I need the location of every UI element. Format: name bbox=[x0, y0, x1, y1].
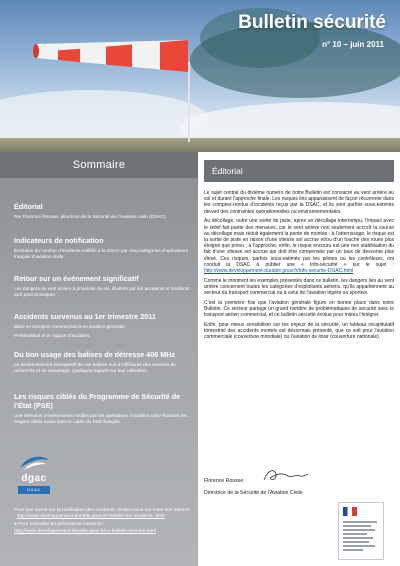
toc-title: Les risques ciblés du Programme de Sécurité de l’État (PSE) bbox=[14, 392, 181, 410]
dgac-emblem-icon bbox=[16, 452, 52, 474]
logo-band: DSAC bbox=[18, 486, 50, 494]
dgac-logo bbox=[16, 452, 52, 496]
archive-link[interactable]: http://www.developpement-durable.gouv.fr/Le-bulletin-securite.html bbox=[14, 528, 156, 534]
editorial-paragraph: Le sujet central du dixième numéro de notre Bulletin est consacré au vent arrière au sol et durant l’approche finale. Les risques liés apparaissent de façon récurrente dans les comptes-rendus d’incidents reçus par la DSAC, et ils sont parfois sous-estimés devant des contraintes opérationnelles ou environnementales. bbox=[204, 190, 394, 215]
editorial-text: Au décollage, outre une sortie de piste, après un décollage interrompu, l’impact avec le relief fait partie des menaces, car le vent arrière non seulement accroît la course au décollage mais réduit également la pente de montée ; à l’atterrissage, le risque est la sortie de piste en raison d’une vitesse sol accrue et/ou d’un touché des roues plus éloigné que prévu ; à l’approche, enfin, le risque encouru est une non stabilisation du fait d’une vitesse sol accrue qui doit être compensée par un taux de descente plus élevé. Ces risques, parfois sous-estimés par les pilotes ou les contrôleurs, ont conduit la DSAC à publier une « Info-sécurité » sur le sujet : bbox=[204, 218, 394, 268]
editorial-paragraph: C’est la première fois que l’aviation générale figure en bonne place dans notre Bulletin. Ce secteur partage un grand nombre de problématiques de sécurité avec le transport aérien commercial, et ce bulletin sécurité évolue pour mieux l’intégrer. bbox=[204, 299, 394, 319]
sidebar-links bbox=[14, 508, 192, 535]
toc-title: Éditorial bbox=[14, 202, 43, 211]
toc-section-beacons[interactable] bbox=[14, 350, 190, 374]
toc-title: Retour sur un événement significatif bbox=[14, 274, 139, 283]
toc-text: Bilan en transport commercial et en aviation générale. bbox=[14, 324, 127, 329]
issue-number: n° 10 – juin 2011 bbox=[322, 40, 384, 49]
toc-text: Une sélection d’événements notifiés par les opérateurs d’aviation civile illustrant les risques ciblés suivis dans le cadre du PSE français. bbox=[14, 413, 188, 425]
toc-text: Évolution du nombre d’incidents notifiés à la DSAC par cinq catégories d’opérateurs français d’aviation civile. bbox=[14, 248, 189, 260]
editorial-paragraph: Enfin, pour mieux sensibiliser sur les enjeux de la sécurité, un tableau récapitulatif trimestriel des accidents mortels est désormais présenté, que ce soit pour l’aviation commerciale (couverture mondiale) ou l’aviation de loisir (couverture nationale). bbox=[204, 321, 394, 341]
ministry-logo bbox=[338, 502, 384, 560]
signatory-role: Directrice de la Sécurité de l’Aviation Civile bbox=[204, 490, 303, 496]
editorial-paragraph: Comme le montrent les exemples présentés dans ce bulletin, les dangers liés au vent arrière concernent toutes les catégories d’exploitants aériens, qu’ils appartiennent au secteur du transport commercial ou à celui de l’aviation légère ou sportive. bbox=[204, 277, 394, 297]
toc-text: Présentation d’un rapport d’accident. bbox=[14, 333, 91, 339]
bulletin-title: Bulletin sécurité bbox=[238, 12, 386, 33]
editorial-body bbox=[204, 190, 394, 344]
logo-word: dgac bbox=[21, 473, 47, 484]
signature bbox=[262, 466, 310, 486]
toc-text: Par Florence Rousse, directrice de la Sécurité de l’Aviation civile (DSAC). bbox=[14, 214, 167, 219]
toc-title: Indicateurs de notification bbox=[14, 236, 104, 245]
editorial-heading: Éditorial bbox=[204, 160, 394, 182]
editorial-paragraph bbox=[204, 218, 394, 274]
toc-section-editorial[interactable] bbox=[14, 202, 190, 220]
contents-heading: Sommaire bbox=[0, 152, 198, 178]
cover-photo bbox=[0, 0, 400, 152]
links-intro: Pour tout savoir sur la notification des incidents, rendez-vous sur notre site internet : bbox=[14, 508, 190, 520]
toc-title: Accidents survenus au 1er trimestre 2011 bbox=[14, 312, 156, 321]
toc-section-pse[interactable] bbox=[14, 392, 190, 425]
toc-section-indicators[interactable] bbox=[14, 236, 190, 260]
archive-intro: ● Pour consulter les précédents numéros : bbox=[14, 522, 105, 528]
toc-section-accidents[interactable] bbox=[14, 312, 190, 339]
toc-section-event[interactable] bbox=[14, 274, 190, 298]
toc-text: Les dangers du vent arrière à proximité du sol, illustrés par les accidents et incidents qu’il peut provoquer. bbox=[14, 286, 190, 298]
toc-title: Du bon usage des balises de détresse 406 MHz bbox=[14, 350, 175, 359]
notification-link[interactable]: http://www.developpement-durable.gouv.fr/-Notifier-les-incidents-.html bbox=[16, 514, 165, 520]
signatory-name: Florence Rousse bbox=[204, 478, 244, 484]
info-securite-link[interactable]: http://www.developpement-durable.gouv.fr/Info-securite-DGAC.html bbox=[204, 267, 354, 274]
windsock bbox=[33, 40, 188, 72]
french-flag-icon bbox=[343, 507, 357, 516]
toc-text: Le déclenchement intempestif de ces balises nuit à l’efficacité des services de recherche et de sauvetage. Quelques rappels sur leur utilisation. bbox=[14, 362, 176, 374]
